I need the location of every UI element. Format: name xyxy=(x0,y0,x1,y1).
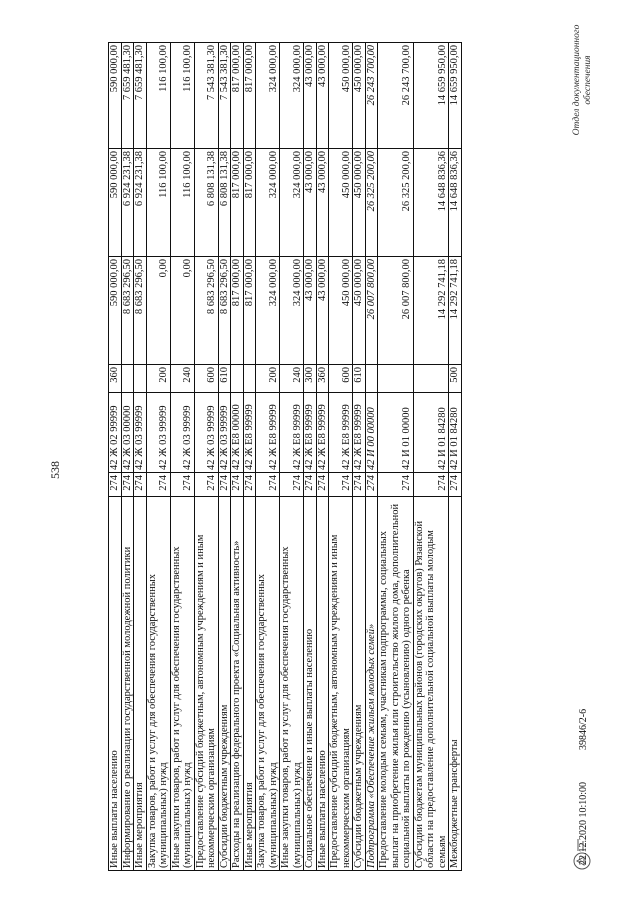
row-name: Иные закупки товаров, работ и услуг для обеспечения государственных (муниципальных) нужд xyxy=(170,497,194,871)
table-body xyxy=(109,43,462,871)
row-value-2021: 324 000,00 xyxy=(256,257,280,365)
row-name: Субсидии бюджетам муниципальных районов (городских округов) Рязанской области на предоставление дополнительной социальной выплаты молодым семьям xyxy=(413,497,449,871)
row-name: Информирование о реализации государственной молодежной политики xyxy=(121,497,134,871)
row-value-2022: 450 000,00 xyxy=(329,149,353,257)
row-name: Закупка товаров, работ и услуг для обеспечения государственных (муниципальных) нужд xyxy=(146,497,170,871)
row-value-2022: 26 325 200,00 xyxy=(365,149,378,257)
row-name: Иные мероприятия xyxy=(243,497,256,871)
row-value-2021: 0,00 xyxy=(146,257,170,365)
row-value-2023: 817 000,00 xyxy=(243,43,256,149)
row-vr xyxy=(121,365,134,393)
budget-table xyxy=(108,42,462,871)
row-value-2021: 26 007 800,00 xyxy=(378,257,414,365)
row-value-2022: 43 000,00 xyxy=(316,149,329,257)
table-row xyxy=(170,43,194,871)
row-value-2022: 6 808 131,38 xyxy=(218,149,231,257)
row-value-2022: 116 100,00 xyxy=(170,149,194,257)
table-row xyxy=(146,43,170,871)
row-value-2022: 450 000,00 xyxy=(353,149,366,257)
row-name: Социальное обеспечение и иные выплаты населению xyxy=(304,497,317,871)
table-row xyxy=(134,43,147,871)
row-value-2023: 7 543 381,30 xyxy=(218,43,231,149)
row-vr: 200 xyxy=(146,365,170,393)
row-vr xyxy=(134,365,147,393)
row-value-2022: 6 924 231,38 xyxy=(121,149,134,257)
row-csr: 42 Ж 03 99999 xyxy=(134,393,147,473)
row-value-2023: 590 000,00 xyxy=(109,43,122,149)
row-code: 274 xyxy=(170,473,194,497)
table-row xyxy=(280,43,304,871)
row-name: Предоставление субсидий бюджетным, автономным учреждениям и иным некоммерческим организациям xyxy=(329,497,353,871)
row-value-2023: 43 000,00 xyxy=(316,43,329,149)
row-name: Подпрограмма «Обеспечение жильем молодых семей» xyxy=(365,497,378,871)
table-row xyxy=(353,43,366,871)
row-csr: 42 Ж 03 99999 xyxy=(218,393,231,473)
table-row xyxy=(231,43,244,871)
row-value-2021: 8 683 296,50 xyxy=(121,257,134,365)
table-row xyxy=(316,43,329,871)
table-row xyxy=(378,43,414,871)
row-value-2023: 116 100,00 xyxy=(170,43,194,149)
row-vr: 500 xyxy=(449,365,462,393)
table-row xyxy=(121,43,134,871)
row-name: Иные мероприятия xyxy=(134,497,147,871)
row-code: 274 xyxy=(109,473,122,497)
row-code: 274 xyxy=(378,473,414,497)
row-csr: 42 Ж 03 00000 xyxy=(121,393,134,473)
row-value-2023: 43 000,00 xyxy=(304,43,317,149)
row-vr: 240 xyxy=(170,365,194,393)
table-row xyxy=(256,43,280,871)
row-vr: 600 xyxy=(329,365,353,393)
row-code: 274 xyxy=(146,473,170,497)
row-value-2022: 6 924 231,38 xyxy=(134,149,147,257)
row-csr: 42 Ж E8 99999 xyxy=(316,393,329,473)
row-code: 274 xyxy=(121,473,134,497)
row-name: Предоставление субсидий бюджетным, автономным учреждениям и иным некоммерческим организациям xyxy=(194,497,218,871)
row-value-2023: 324 000,00 xyxy=(280,43,304,149)
row-code: 274 xyxy=(365,473,378,497)
row-csr: 42 И 01 84280 xyxy=(449,393,462,473)
row-value-2023: 7 659 481,30 xyxy=(121,43,134,149)
table-row xyxy=(413,43,449,871)
row-value-2023: 14 659 950,00 xyxy=(449,43,462,149)
row-csr: 42 И 01 84280 xyxy=(413,393,449,473)
stamp-text: Отдел документационного обеспечения xyxy=(572,24,593,136)
row-csr: 42 Ж 03 99999 xyxy=(170,393,194,473)
row-value-2021: 43 000,00 xyxy=(304,257,317,365)
row-value-2022: 14 648 836,36 xyxy=(413,149,449,257)
row-value-2022: 43 000,00 xyxy=(304,149,317,257)
row-vr: 360 xyxy=(109,365,122,393)
table-row xyxy=(329,43,353,871)
row-value-2021: 450 000,00 xyxy=(329,257,353,365)
row-code: 274 xyxy=(304,473,317,497)
row-value-2023: 14 659 950,00 xyxy=(413,43,449,149)
row-csr: 42 Ж E8 99999 xyxy=(329,393,353,473)
row-csr: 42 Ж E8 99999 xyxy=(304,393,317,473)
table-row xyxy=(109,43,122,871)
table-row xyxy=(365,43,378,871)
row-value-2022: 116 100,00 xyxy=(146,149,170,257)
table-row xyxy=(218,43,231,871)
row-value-2022: 817 000,00 xyxy=(243,149,256,257)
row-name: Закупка товаров, работ и услуг для обеспечения государственных (муниципальных) нужд xyxy=(256,497,280,871)
row-value-2021: 324 000,00 xyxy=(280,257,304,365)
row-value-2023: 26 243 700,00 xyxy=(365,43,378,149)
row-vr: 600 xyxy=(194,365,218,393)
row-value-2022: 590 000,00 xyxy=(109,149,122,257)
row-value-2023: 7 659 481,30 xyxy=(134,43,147,149)
row-value-2021: 8 683 296,50 xyxy=(218,257,231,365)
row-value-2022: 14 648 836,36 xyxy=(449,149,462,257)
row-csr: 42 И 00 00000 xyxy=(365,393,378,473)
table-row xyxy=(194,43,218,871)
row-value-2021: 8 683 296,50 xyxy=(134,257,147,365)
row-csr: 42 Ж E8 99999 xyxy=(353,393,366,473)
row-value-2023: 324 000,00 xyxy=(256,43,280,149)
row-code: 274 xyxy=(413,473,449,497)
row-vr xyxy=(243,365,256,393)
row-code: 274 xyxy=(329,473,353,497)
footer-date: 22.12.2020 10:10:00 xyxy=(578,781,589,865)
row-value-2021: 450 000,00 xyxy=(353,257,366,365)
row-value-2022: 817 000,00 xyxy=(231,149,244,257)
row-name: Иные закупки товаров, работ и услуг для обеспечения государственных (муниципальных) нужд xyxy=(280,497,304,871)
row-code: 274 xyxy=(134,473,147,497)
row-vr xyxy=(378,365,414,393)
row-value-2022: 324 000,00 xyxy=(256,149,280,257)
row-csr: 42 Ж E8 99999 xyxy=(256,393,280,473)
row-code: 274 xyxy=(316,473,329,497)
row-csr: 42 Ж 03 99999 xyxy=(146,393,170,473)
row-code: 274 xyxy=(194,473,218,497)
row-vr xyxy=(231,365,244,393)
row-value-2021: 8 683 296,50 xyxy=(194,257,218,365)
row-name: Иные выплаты населению xyxy=(316,497,329,871)
row-vr: 240 xyxy=(280,365,304,393)
row-csr: 42 Ж E8 99999 xyxy=(280,393,304,473)
row-vr: 610 xyxy=(353,365,366,393)
table-row xyxy=(449,43,462,871)
row-vr: 200 xyxy=(256,365,280,393)
row-value-2023: 817 000,00 xyxy=(231,43,244,149)
row-code: 274 xyxy=(256,473,280,497)
row-value-2023: 26 243 700,00 xyxy=(378,43,414,149)
row-name: Межбюджетные трансферты xyxy=(449,497,462,871)
row-code: 274 xyxy=(353,473,366,497)
row-code: 274 xyxy=(449,473,462,497)
row-name: Предоставление молодым семьям, участникам подпрограммы, социальных выплат на приобретение жилья или строительство жилого дома, дополнительной социальной выплаты по рождению (усыновлению) одного ребенка xyxy=(378,497,414,871)
row-vr: 300 xyxy=(304,365,317,393)
row-value-2022: 6 808 131,38 xyxy=(194,149,218,257)
row-csr: 42 Ж 03 99999 xyxy=(194,393,218,473)
row-code: 274 xyxy=(218,473,231,497)
row-value-2021: 14 292 741,18 xyxy=(413,257,449,365)
row-code: 274 xyxy=(280,473,304,497)
row-name: Расходы на реализацию федерального проекта «Социальная активность» xyxy=(231,497,244,871)
row-name: Субсидии бюджетным учреждениям xyxy=(218,497,231,871)
row-value-2023: 7 543 381,30 xyxy=(194,43,218,149)
row-csr: 42 Ж E8 99999 xyxy=(243,393,256,473)
row-value-2023: 116 100,00 xyxy=(146,43,170,149)
row-value-2021: 26 007 800,00 xyxy=(365,257,378,365)
row-value-2023: 450 000,00 xyxy=(329,43,353,149)
row-value-2021: 817 000,00 xyxy=(231,257,244,365)
row-csr: 42 Ж 02 99999 xyxy=(109,393,122,473)
row-name: Субсидии бюджетным учреждениям xyxy=(353,497,366,871)
table-row xyxy=(304,43,317,871)
row-code: 274 xyxy=(243,473,256,497)
row-value-2021: 14 292 741,18 xyxy=(449,257,462,365)
row-csr: 42 Ж E8 00000 xyxy=(231,393,244,473)
page-number: 538 xyxy=(48,461,62,479)
row-value-2021: 43 000,00 xyxy=(316,257,329,365)
table-row xyxy=(243,43,256,871)
row-vr: 360 xyxy=(316,365,329,393)
row-value-2022: 324 000,00 xyxy=(280,149,304,257)
row-vr xyxy=(365,365,378,393)
row-vr: 610 xyxy=(218,365,231,393)
row-value-2021: 0,00 xyxy=(170,257,194,365)
row-value-2021: 817 000,00 xyxy=(243,257,256,365)
row-name: Иные выплаты населению xyxy=(109,497,122,871)
row-vr xyxy=(413,365,449,393)
row-value-2023: 450 000,00 xyxy=(353,43,366,149)
row-code: 274 xyxy=(231,473,244,497)
footer-code: 39846/2-6 xyxy=(578,708,589,750)
row-csr: 42 И 01 00000 xyxy=(378,393,414,473)
row-value-2021: 590 000,00 xyxy=(109,257,122,365)
row-value-2022: 26 325 200,00 xyxy=(378,149,414,257)
